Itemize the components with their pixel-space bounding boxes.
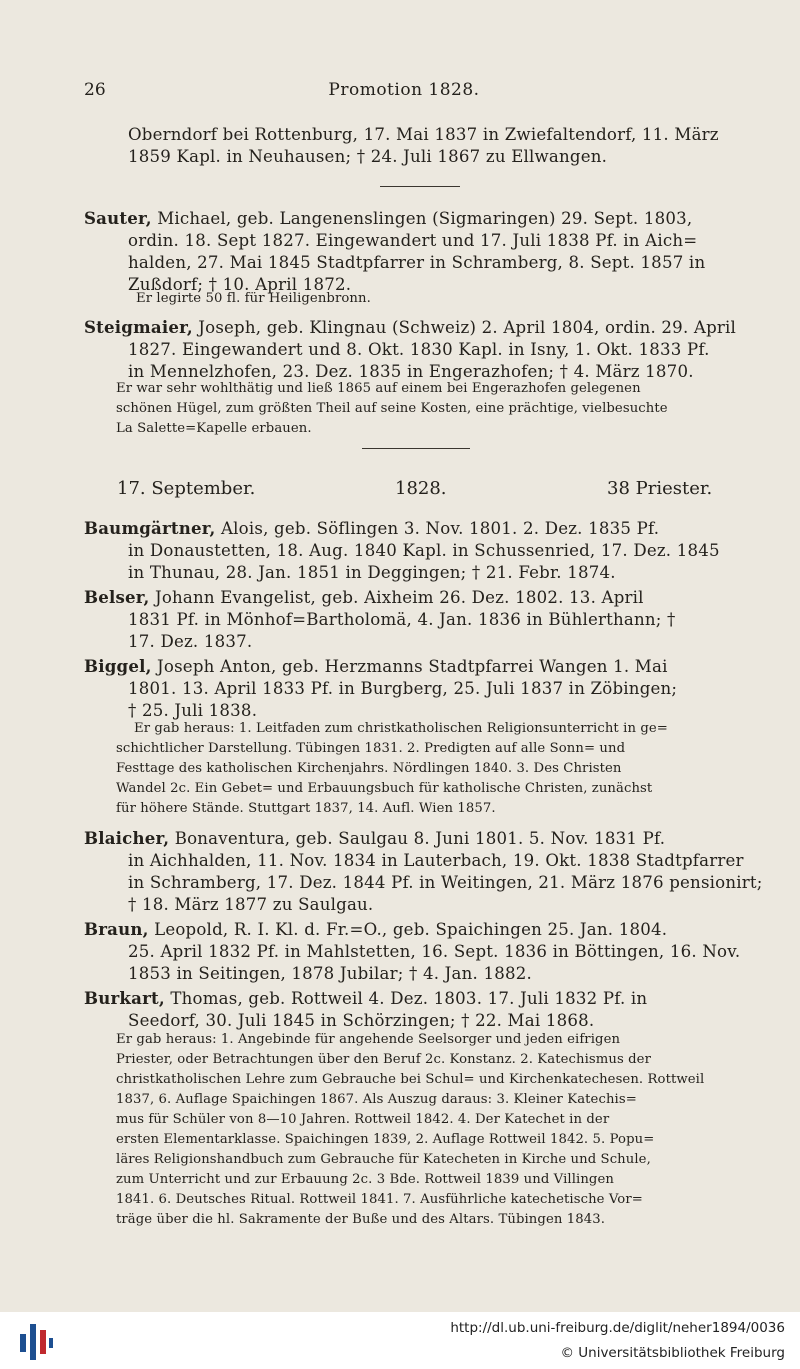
entry-text: Bonaventura, geb. Saulgau 8. Juni 1801. 5. Nov. 1831 Pf.	[169, 829, 666, 848]
entry-line: 17. Dez. 1837.	[128, 632, 253, 651]
continuation-line: Oberndorf bei Rottenburg, 17. Mai 1837 in Zwiefaltendorf, 11. März	[128, 125, 719, 144]
section-date: 17. September.	[117, 478, 256, 499]
entry-note: ersten Elementarklasse. Spaichingen 1839, 2. Auflage Rottweil 1842. 5. Popu=	[116, 1132, 655, 1147]
entry-line: † 18. März 1877 zu Saulgau.	[128, 895, 374, 914]
entry-text: Joseph Anton, geb. Herzmanns Stadtpfarrei Wangen 1. Mai	[151, 657, 668, 676]
entry-name: Blaicher,	[84, 828, 170, 848]
entry-note: Priester, oder Betrachtungen über den Beruf 2c. Konstanz. 2. Katechismus der	[116, 1052, 651, 1067]
entry-name: Biggel,	[84, 656, 152, 676]
entry-text: Joseph, geb. Klingnau (Schweiz) 2. April 1804, ordin. 29. April	[192, 318, 737, 337]
entry-name: Burkart,	[84, 988, 165, 1008]
source-url-link[interactable]: http://dl.ub.uni-freiburg.de/diglit/neher1894/0036	[450, 1320, 785, 1336]
entry-line: in Thunau, 28. Jan. 1851 in Deggingen; † 21. Febr. 1874.	[128, 563, 616, 582]
separator-rule	[362, 448, 470, 449]
entry-name: Baumgärtner,	[84, 518, 216, 538]
continuation-line: 1859 Kapl. in Neuhausen; † 24. Juli 1867 zu Ellwangen.	[128, 147, 608, 166]
entry-first-line	[84, 587, 754, 609]
section-heading	[117, 478, 717, 506]
section-count: 38 Priester.	[607, 478, 713, 499]
entry-note: träge über die hl. Sakramente der Buße und des Altars. Tübingen 1843.	[116, 1212, 605, 1227]
separator-rule	[380, 186, 460, 187]
entry-text: Michael, geb. Langenenslingen (Sigmaringen) 29. Sept. 1803,	[151, 209, 693, 228]
entry-first-line	[84, 828, 754, 850]
entry-note: schönen Hügel, zum größten Theil auf seine Kosten, eine prächtige, vielbesuchte	[116, 401, 668, 416]
entry-note: La Salette=Kapelle erbauen.	[116, 421, 312, 436]
entry-first-line	[84, 656, 754, 678]
university-logo-icon	[18, 1320, 54, 1362]
entry-note: mus für Schüler von 8—10 Jahren. Rottweil 1842. 4. Der Katechet in der	[116, 1112, 610, 1127]
entry-note: Er legirte 50 fl. für Heiligenbronn.	[136, 291, 371, 306]
entry-line: in Donaustetten, 18. Aug. 1840 Kapl. in Schussenried, 17. Dez. 1845	[128, 541, 720, 560]
entry-line: 1831 Pf. in Mönhof=Bartholomä, 4. Jan. 1836 in Bühlerthann; †	[128, 610, 676, 629]
entry-line: 1853 in Seitingen, 1878 Jubilar; † 4. Jan. 1882.	[128, 964, 532, 983]
entry-line: 1801. 13. April 1833 Pf. in Burgberg, 25. Juli 1837 in Zöbingen;	[128, 679, 678, 698]
entry-note: läres Religionshandbuch zum Gebrauche für Katecheten in Kirche und Schule,	[116, 1152, 651, 1167]
entry-line: † 25. Juli 1838.	[128, 701, 258, 720]
viewer-footer	[0, 1312, 800, 1369]
entry-note: Er gab heraus: 1. Angebinde für angehende Seelsorger und jeden eifrigen	[116, 1032, 621, 1047]
entry-note: Er gab heraus: 1. Leitfaden zum christkatholischen Religionsunterricht in ge=	[134, 721, 668, 736]
entry-line: in Aichhalden, 11. Nov. 1834 in Lauterbach, 19. Okt. 1838 Stadtpfarrer	[128, 851, 744, 870]
entry-text: Thomas, geb. Rottweil 4. Dez. 1803. 17. Juli 1832 Pf. in	[164, 989, 648, 1008]
entry-line: in Mennelzhofen, 23. Dez. 1835 in Engerazhofen; † 4. März 1870.	[128, 362, 694, 381]
entry-note: Er war sehr wohlthätig und ließ 1865 auf einem bei Engerazhofen gelegenen	[116, 381, 641, 396]
entry-name: Sauter,	[84, 208, 152, 228]
entry-line: in Schramberg, 17. Dez. 1844 Pf. in Weitingen, 21. März 1876 pensionirt;	[128, 873, 763, 892]
entry-line: Seedorf, 30. Juli 1845 in Schörzingen; † 22. Mai 1868.	[128, 1011, 595, 1030]
section-year: 1828.	[395, 478, 447, 499]
running-title: Promotion 1828.	[328, 80, 480, 100]
copyright-notice: © Universitätsbibliothek Freiburg	[560, 1345, 785, 1361]
entry-first-line	[84, 518, 754, 540]
entry-note: für höhere Stände. Stuttgart 1837, 14. Aufl. Wien 1857.	[116, 801, 496, 816]
entry-first-line	[84, 988, 754, 1010]
entry-first-line	[84, 208, 754, 230]
entry-note: Festtage des katholischen Kirchenjahrs. Nördlingen 1840. 3. Des Christen	[116, 761, 622, 776]
entry-note: 1837, 6. Auflage Spaichingen 1867. Als Auszug daraus: 3. Kleiner Katechis=	[116, 1092, 637, 1107]
entry-text: Johann Evangelist, geb. Aixheim 26. Dez. 1802. 13. April	[149, 588, 644, 607]
entry-name: Steigmaier,	[84, 317, 193, 337]
entry-name: Belser,	[84, 587, 150, 607]
entry-line: 1827. Eingewandert und 8. Okt. 1830 Kapl. in Isny, 1. Okt. 1833 Pf.	[128, 340, 710, 359]
entry-note: 1841. 6. Deutsches Ritual. Rottweil 1841. 7. Ausführliche katechetische Vor=	[116, 1192, 643, 1207]
entry-line: 25. April 1832 Pf. in Mahlstetten, 16. Sept. 1836 in Böttingen, 16. Nov.	[128, 942, 741, 961]
page-number: 26	[84, 80, 106, 100]
page-header	[84, 80, 724, 104]
entry-note: christkatholischen Lehre zum Gebrauche bei Schul= und Kirchenkatechesen. Rottweil	[116, 1072, 705, 1087]
entry-line: Zußdorf; † 10. April 1872.	[128, 275, 352, 294]
entry-line: halden, 27. Mai 1845 Stadtpfarrer in Schramberg, 8. Sept. 1857 in	[128, 253, 706, 272]
entry-name: Braun,	[84, 919, 149, 939]
entry-text: Leopold, R. I. Kl. d. Fr.=O., geb. Spaichingen 25. Jan. 1804.	[148, 920, 668, 939]
entry-note: zum Unterricht und zur Erbauung 2c. 3 Bde. Rottweil 1839 und Villingen	[116, 1172, 614, 1187]
entry-first-line	[84, 919, 754, 941]
entry-line: ordin. 18. Sept 1827. Eingewandert und 17. Juli 1838 Pf. in Aich=	[128, 231, 698, 250]
entry-first-line	[84, 317, 754, 339]
entry-note: Wandel 2c. Ein Gebet= und Erbauungsbuch für katholische Christen, zunächst	[116, 781, 653, 796]
entry-note: schichtlicher Darstellung. Tübingen 1831. 2. Predigten auf alle Sonn= und	[116, 741, 626, 756]
entry-text: Alois, geb. Söflingen 3. Nov. 1801. 2. Dez. 1835 Pf.	[215, 519, 660, 538]
